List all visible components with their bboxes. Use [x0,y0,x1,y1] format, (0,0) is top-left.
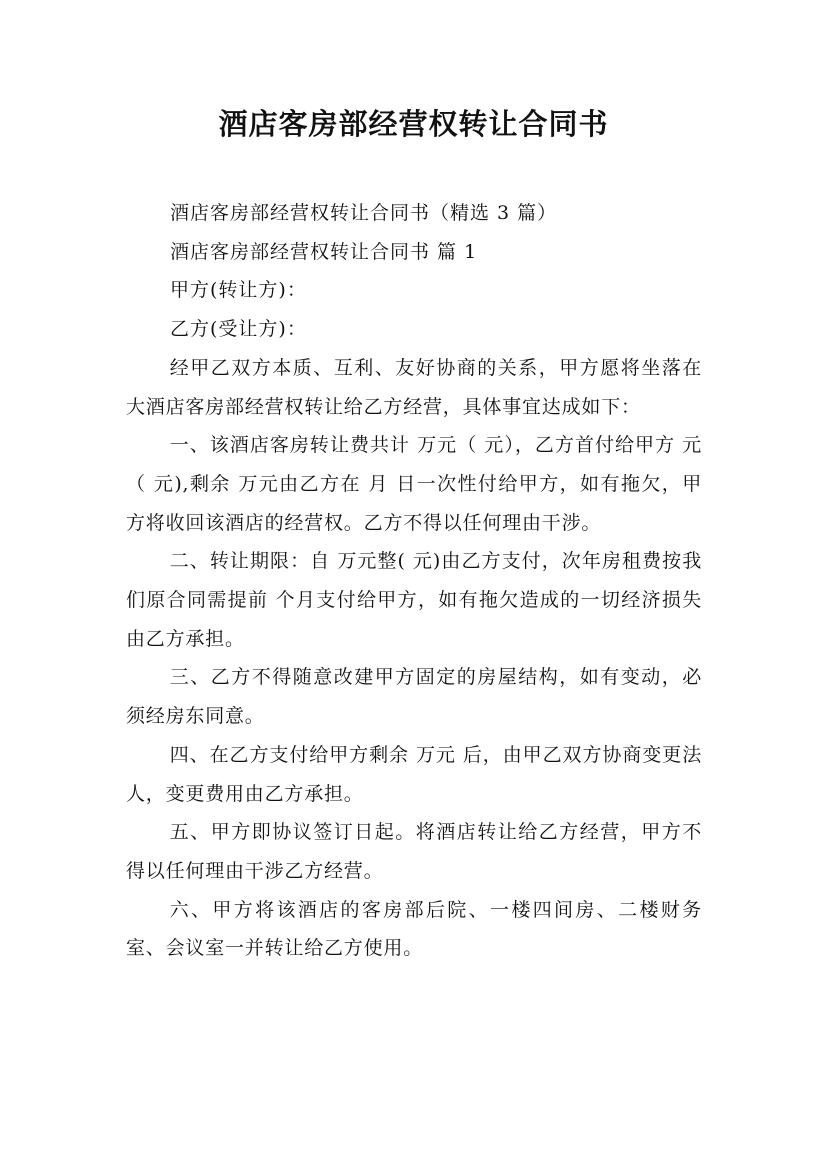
paragraph-preamble: 经甲乙双方本质、互利、友好协商的关系，甲方愿将坐落在 大酒店客房部经营权转让给乙方经营，具体事宜达成如下： [126,356,702,418]
intro-line: 酒店客房部经营权转让合同书（精选 3 篇） [170,202,558,224]
paragraph-clause-4: 四、在乙方支付给甲方剩余 万元 后，由甲乙双方协商变更法人，变更费用由乙方承担。 [126,743,702,805]
paragraph-clause-1: 一、该酒店客房转让费共计 万元（ 元），乙方首付给甲方 元（ 元),剩余 万元由乙方在 月 日一次性付给甲方，如有拖欠，甲方将收回该酒店的经营权。乙方不得以任何理由干涉。 [126,434,702,534]
paragraph-clause-5: 五、甲方即协议签订日起。将酒店转让给乙方经营，甲方不得以任何理由干涉乙方经营。 [126,821,702,882]
paragraph-clause-3: 三、乙方不得随意改建甲方固定的房屋结构，如有变动，必须经房东同意。 [126,666,702,728]
document-body [126,194,702,968]
party-b-line: 乙方(受让方)： [170,318,307,341]
section-heading: 酒店客房部经营权转让合同书 篇 1 [170,240,478,263]
paragraph-clause-6: 六、甲方将该酒店的客房部后院、一楼四间房、二楼财务室、会议室一并转让给乙方使用。 [126,898,702,960]
document-title: 酒店客房部经营权转让合同书 [218,107,609,141]
party-a-line: 甲方(转让方)： [170,279,307,302]
paragraph-clause-2: 二、转让期限：自 万元整( 元)由乙方支付，次年房租费按我们原合同需提前 个月支付给甲方，如有拖欠造成的一切经济损失由乙方承担。 [126,550,702,650]
